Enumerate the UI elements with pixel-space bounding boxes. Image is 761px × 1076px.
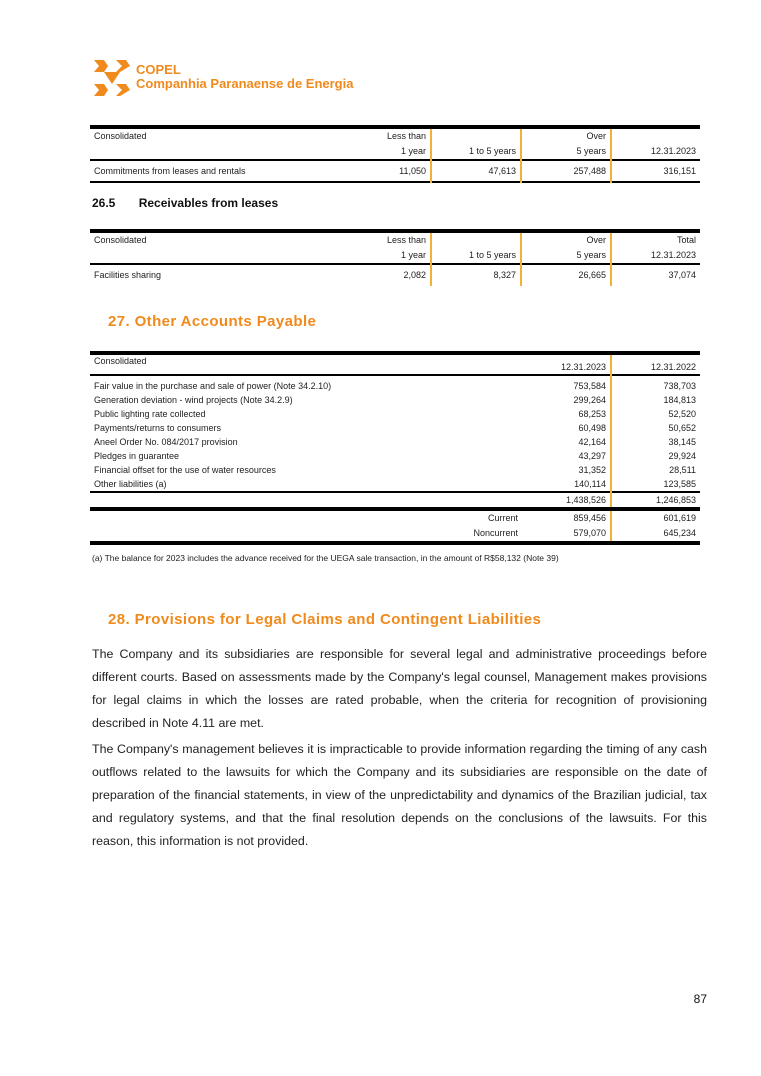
cell: 42,164 [522,435,611,449]
table-row [90,463,700,477]
other-payables-table [90,351,700,545]
table-row [90,477,700,492]
cell: 257,488 [521,160,611,182]
cell: 2,082 [342,264,431,286]
col-header: Over [521,231,611,248]
row-label: Other liabilities (a) [94,479,167,489]
section-heading-26-5 [92,196,278,210]
logo-line2: Companhia Paranaense de Energia [136,76,354,91]
col-header: Less than [342,127,431,144]
logo-line1: COPEL [136,62,181,77]
col-header: 12.31.2023 [650,250,696,260]
section-number: 26.5 [92,196,116,210]
col-header: Total [676,235,696,245]
commitments-table [90,125,700,183]
paragraph: The Company's management believes it is impracticable to provide information regarding the timing of any cash outflows related to the lawsuits for which the Company and its subsidiaries are responsible on the date of preparation of the financial statements, in view of the unpredictability and dynamics of the Brazilian judicial, tax and regulatory systems, and that the final resolution depends on the conclusions of the lawsuits. For this reason, this information is not provided. [92,742,707,848]
cell: 47,613 [431,160,521,182]
row-label: Generation deviation - wind projects (Note 34.2.9) [94,395,293,405]
cell: 738,703 [663,381,696,391]
table-row [90,160,700,182]
cell: 50,652 [668,423,696,433]
col-header: 5 years [521,248,611,264]
cell: 31,352 [522,463,611,477]
cell: 123,585 [663,479,696,489]
col-label: Consolidated [94,235,147,245]
col-header: 1 to 5 years [431,144,521,160]
cell: 8,327 [431,264,521,286]
cell: 29,924 [668,451,696,461]
footnote: (a) The balance for 2023 includes the advance received for the UEGA sale transaction, in the amount of R$58,132 (Note 39) [92,553,559,563]
col-header: Over [521,127,611,144]
receivables-table [90,229,700,286]
section-heading-27: 27. Other Accounts Payable [108,313,317,330]
cell: 753,584 [522,375,611,393]
col-header: 1 to 5 years [431,248,521,264]
row-label: Commitments from leases and rentals [94,165,246,176]
row-label: Fair value in the purchase and sale of power (Note 34.2.10) [94,381,332,391]
col-header [611,127,700,144]
row-label: Current [487,513,518,523]
cell: 68,253 [522,407,611,421]
other-payables-block [90,351,700,564]
cell: 859,456 [522,509,611,526]
cell: 601,619 [663,513,696,523]
total-row [90,492,700,509]
table-row [90,264,700,286]
col-header: 5 years [521,144,611,160]
row-label: Financial offset for the use of water resources [94,465,276,475]
col-header: 12.31.2023 [522,353,611,375]
row-label: Public lighting rate collected [94,409,206,419]
copel-logo-icon [94,60,130,101]
paragraph: The Company and its subsidiaries are responsible for several legal and administrative proceedings before different courts. Based on assessments made by the Company's legal counsel, Management makes provisions for legal claims in which the losses are rated probable, when the criteria for recognition of provisioning described in Note 4.11 are met. [92,647,707,730]
cell: 645,234 [663,528,696,538]
cell: 26,665 [521,264,611,286]
company-name [136,63,353,91]
col-header [431,127,521,144]
table-row [90,393,700,407]
cell: 140,114 [522,477,611,492]
cell: 60,498 [522,421,611,435]
cell: 1,246,853 [655,494,696,505]
col-header: 1 year [342,144,431,160]
section-heading-28: 28. Provisions for Legal Claims and Contingent Liabilities [108,611,542,628]
cell: 52,520 [668,409,696,419]
page-number: 87 [693,992,707,1006]
cell: 11,050 [342,160,431,182]
row-label: Facilities sharing [94,270,162,280]
table-row [90,407,700,421]
cell: 38,145 [668,437,696,447]
section-28-body [92,643,707,856]
cell: 299,264 [522,393,611,407]
current-row [90,509,700,526]
table-row [90,435,700,449]
cell: 579,070 [522,526,611,543]
cell: 1,438,526 [522,492,611,509]
col-header: 12.31.2022 [650,362,696,372]
cell: 43,297 [522,449,611,463]
col-header: Less than [342,231,431,248]
col-header: 1 year [342,248,431,264]
col-label: Consolidated [94,131,147,141]
noncurrent-row [90,526,700,543]
section-title: Receivables from leases [138,196,279,210]
row-label: Payments/returns to consumers [94,423,222,433]
col-label: Consolidated [94,356,147,366]
row-label: Pledges in guarantee [94,451,180,461]
cell: 28,511 [669,465,696,475]
table-row [90,421,700,435]
row-label: Noncurrent [473,528,518,538]
table-row [90,375,700,393]
cell: 316,151 [663,165,696,176]
cell: 37,074 [668,270,696,280]
col-header: 12.31.2023 [650,146,696,156]
table-row [90,449,700,463]
cell: 184,813 [663,395,696,405]
row-label: Aneel Order No. 084/2017 provision [94,437,238,447]
